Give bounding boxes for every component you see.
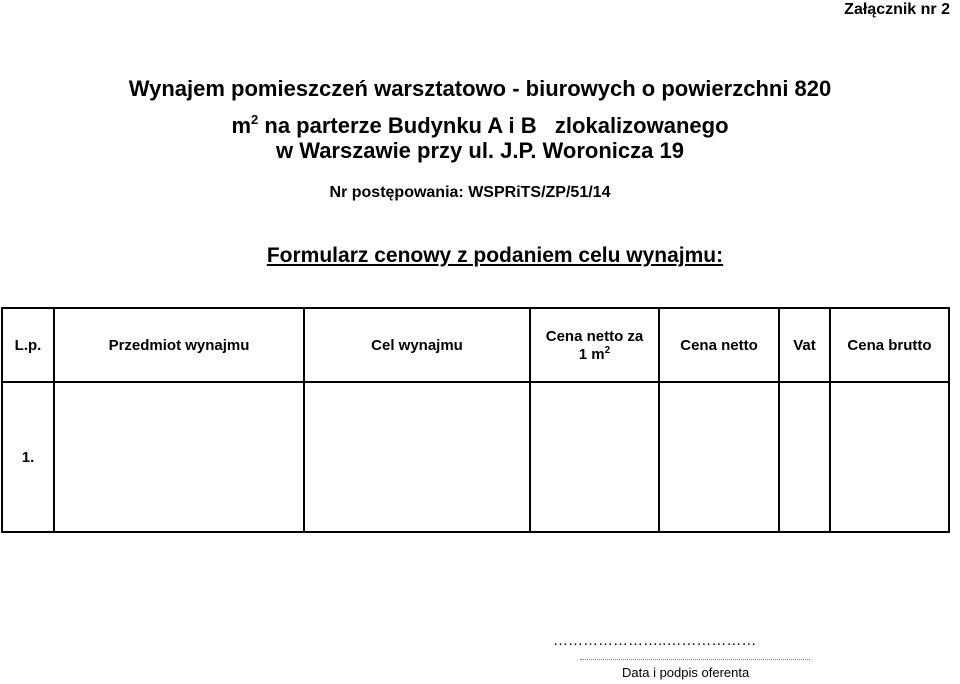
cell-purpose[interactable] (304, 382, 530, 532)
signature-divider (580, 659, 810, 660)
header-purpose: Cel wynajmu (304, 308, 530, 382)
signature-dots: …………………..……………… (553, 632, 757, 649)
header-subject: Przedmiot wynajmu (54, 308, 304, 382)
procedure-number: Nr postępowania: WSPRiTS/ZP/51/14 (329, 184, 611, 201)
title-unit-exponent: 2 (251, 112, 259, 127)
header-net-price-per-m2-line1: Cena netto za (545, 327, 644, 345)
table-row (2, 382, 949, 532)
cell-lp: 1. (2, 382, 54, 532)
header-net-price: Cena netto (659, 308, 779, 382)
document-title-line-3: w Warszawie przy ul. J.P. Woronicza 19 (276, 138, 684, 163)
price-table (1, 307, 950, 533)
header-net-price-per-m2-exponent: 2 (604, 344, 611, 356)
cell-vat[interactable] (779, 382, 830, 532)
header-net-price-per-m2-line2: 1 m (578, 345, 605, 363)
signature-label: Data i podpis oferenta (622, 665, 750, 680)
cell-subject[interactable] (54, 382, 304, 532)
cell-net-price[interactable] (659, 382, 779, 532)
title-line-2-rest: na parterze Budynku A i B zlokalizowanego (258, 113, 729, 138)
header-gross-price: Cena brutto (830, 308, 949, 382)
header-vat: Vat (779, 308, 830, 382)
form-title: Formularz cenowy z podaniem celu wynajmu: (266, 244, 724, 267)
header-lp: L.p. (2, 308, 54, 382)
title-unit: m (231, 113, 252, 138)
header-net-price-per-m2 (530, 308, 659, 382)
attachment-label: Załącznik nr 2 (844, 1, 950, 18)
table-header-row (2, 308, 949, 382)
cell-gross-price[interactable] (830, 382, 949, 532)
document-title-line-1: Wynajem pomieszczeń warsztatowo - biurowych o powierzchni 820 (128, 76, 832, 101)
cell-net-price-per-m2[interactable] (530, 382, 659, 532)
